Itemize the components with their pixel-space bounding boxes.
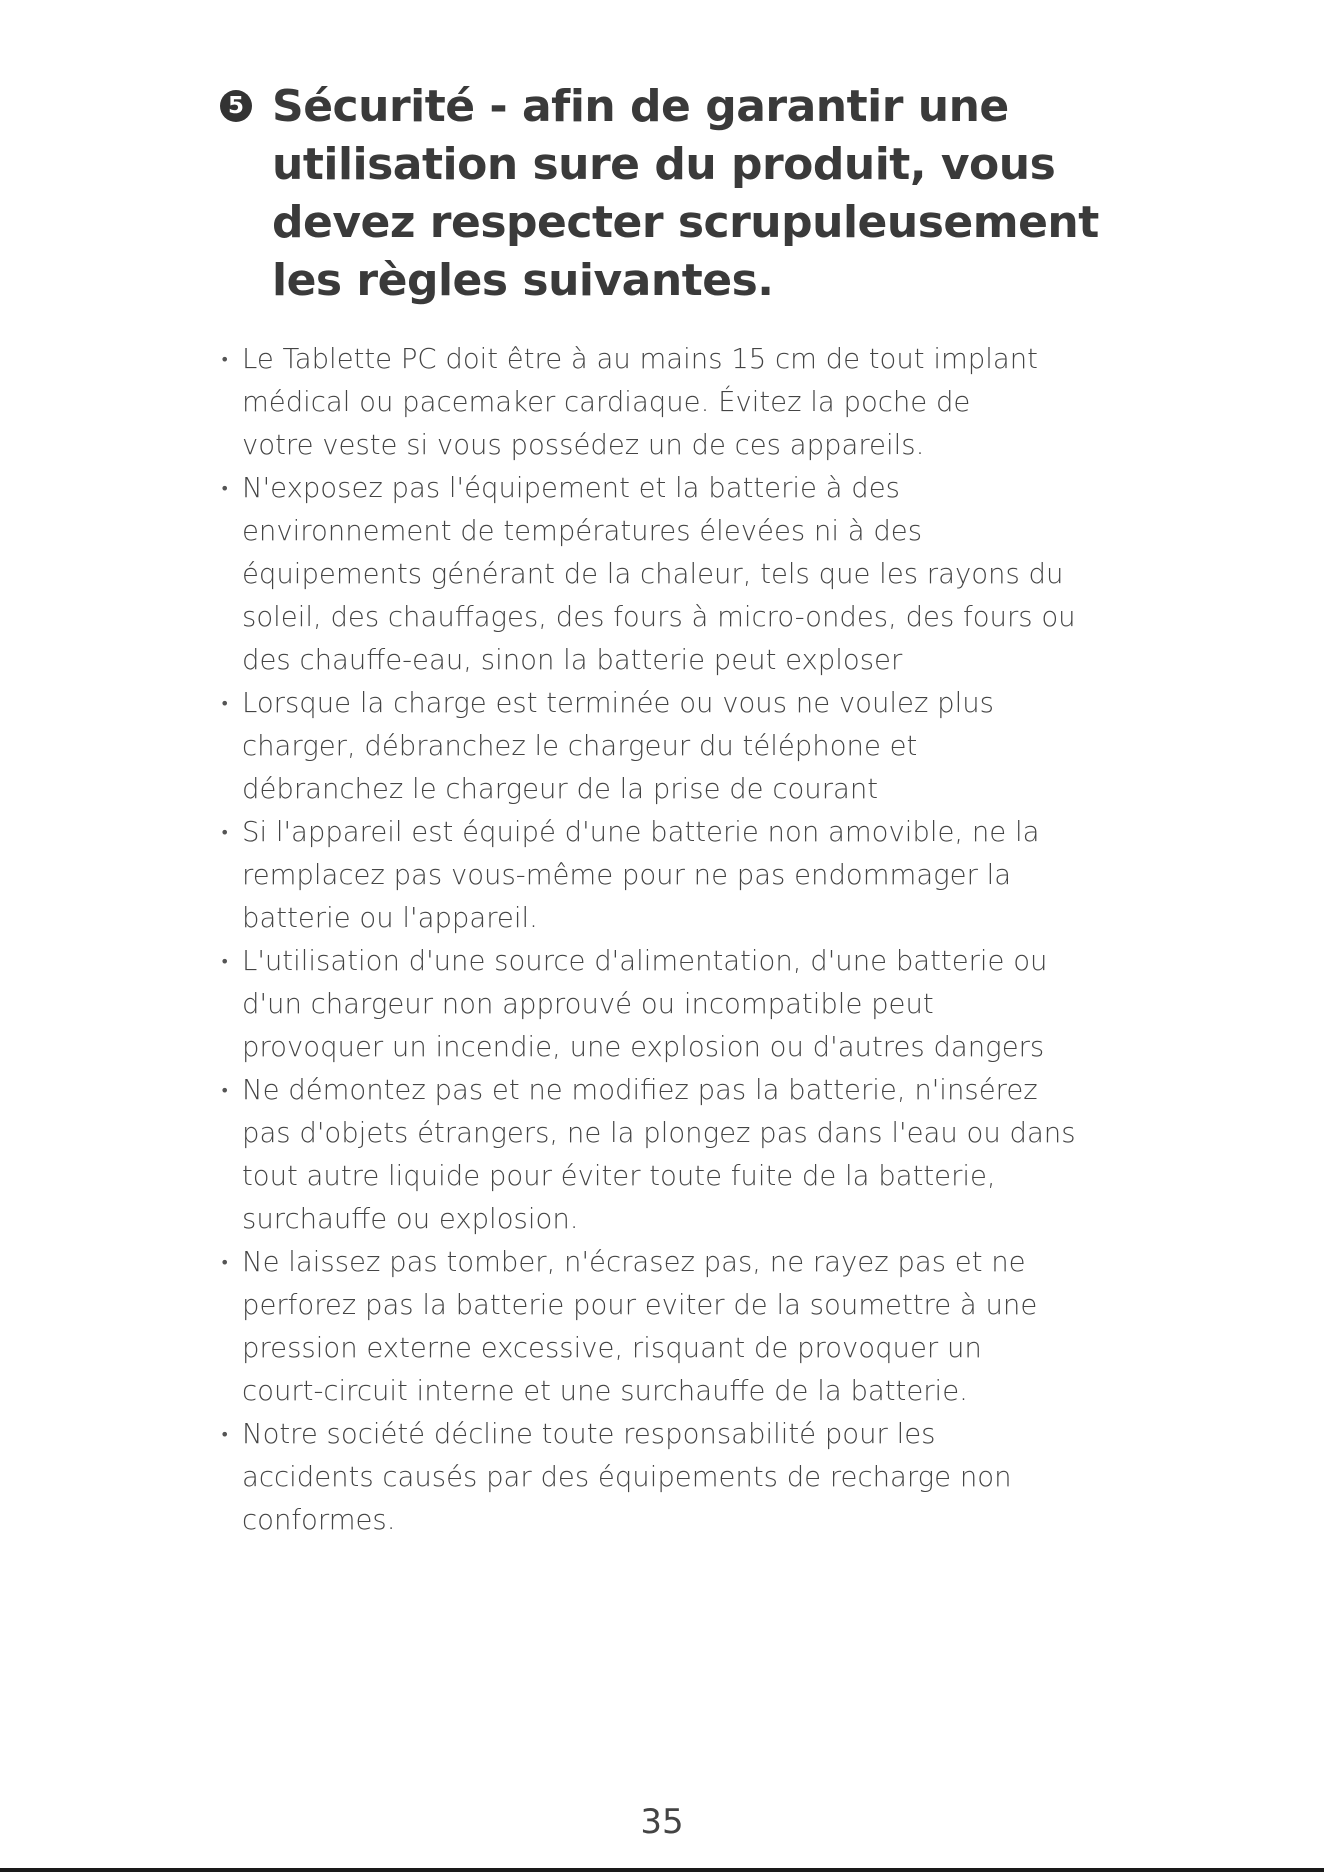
section-title-line: utilisation sure du produit, vous	[272, 139, 1056, 190]
text-line: pas d'objets étrangers, ne la plongez pas dans l'eau ou dans	[242, 1117, 1076, 1149]
text-line: perforez pas la batterie pour eviter de la soumettre à une	[242, 1289, 1038, 1321]
text-line: court-circuit interne et une surchauffe de la batterie.	[242, 1375, 968, 1407]
safety-rule-item	[220, 1069, 1220, 1241]
text-line: N'exposez pas l'équipement et la batterie à des	[242, 472, 900, 504]
text-line: remplacez pas vous-même pour ne pas endommager la	[242, 859, 1012, 891]
safety-rule-text	[242, 1413, 1220, 1542]
bullet-dot-icon: •	[220, 350, 230, 369]
bullet-dot-icon: •	[220, 1425, 230, 1444]
bullet-dot-icon: •	[220, 479, 230, 498]
section-title-line: devez respecter scrupuleusement	[272, 197, 1099, 248]
bullet-dot-icon: •	[220, 823, 230, 842]
text-line: Si l'appareil est équipé d'une batterie non amovible, ne la	[242, 816, 1040, 848]
text-line: L'utilisation d'une source d'alimentation, d'une batterie ou	[242, 945, 1048, 977]
section-title	[272, 78, 1099, 310]
bottom-divider	[0, 1868, 1324, 1872]
safety-rule-text	[242, 682, 1220, 811]
text-line: tout autre liquide pour éviter toute fuite de la batterie,	[242, 1160, 996, 1192]
text-line: médical ou pacemaker cardiaque. Évitez la poche de	[242, 386, 971, 418]
safety-rule-text	[242, 940, 1220, 1069]
section-heading	[220, 78, 1220, 310]
bullet-dot-icon: •	[220, 694, 230, 713]
section-title-line: les règles suivantes.	[272, 255, 774, 306]
text-line: Le Tablette PC doit être à au mains 15 cm de tout implant	[242, 343, 1038, 375]
safety-rules-list	[220, 338, 1220, 1542]
safety-rule-item	[220, 338, 1220, 467]
bullet-dot-icon: •	[220, 952, 230, 971]
safety-rule-text	[242, 1069, 1220, 1241]
section-title-line: Sécurité - afin de garantir une	[272, 81, 1009, 132]
text-line: surchauffe ou explosion.	[242, 1203, 579, 1235]
text-line: Lorsque la charge est terminée ou vous ne voulez plus	[242, 687, 994, 719]
text-line: batterie ou l'appareil.	[242, 902, 538, 934]
safety-rule-item	[220, 811, 1220, 940]
text-line: d'un chargeur non approuvé ou incompatible peut	[242, 988, 934, 1020]
text-line: conformes.	[242, 1504, 396, 1536]
text-line: équipements générant de la chaleur, tels que les rayons du	[242, 558, 1064, 590]
safety-rule-text	[242, 1241, 1220, 1413]
safety-rule-item	[220, 940, 1220, 1069]
text-line: accidents causés par des équipements de recharge non	[242, 1461, 1012, 1493]
text-line: Notre société décline toute responsabilité pour les	[242, 1418, 936, 1450]
text-line: provoquer un incendie, une explosion ou d'autres dangers	[242, 1031, 1045, 1063]
safety-rule-item	[220, 467, 1220, 682]
text-line: soleil, des chauffages, des fours à micro-ondes, des fours ou	[242, 601, 1076, 633]
text-line: débranchez le chargeur de la prise de courant	[242, 773, 879, 805]
safety-rule-item	[220, 1413, 1220, 1542]
text-line: environnement de températures élevées ni à des	[242, 515, 923, 547]
bullet-dot-icon: •	[220, 1253, 230, 1272]
bullet-dot-icon: •	[220, 1081, 230, 1100]
safety-rule-text	[242, 467, 1220, 682]
safety-rule-text	[242, 811, 1220, 940]
text-line: Ne démontez pas et ne modifiez pas la batterie, n'insérez	[242, 1074, 1038, 1106]
text-line: charger, débranchez le chargeur du téléphone et	[242, 730, 918, 762]
safety-rule-item	[220, 1241, 1220, 1413]
text-line: votre veste si vous possédez un de ces appareils.	[242, 429, 925, 461]
safety-rule-item	[220, 682, 1220, 811]
text-line: pression externe excessive, risquant de provoquer un	[242, 1332, 982, 1364]
section-number-badge: 5	[220, 90, 252, 122]
page-number: 35	[640, 1802, 684, 1842]
safety-rule-text	[242, 338, 1220, 467]
text-line: des chauffe-eau, sinon la batterie peut exploser	[242, 644, 903, 676]
text-line: Ne laissez pas tomber, n'écrasez pas, ne rayez pas et ne	[242, 1246, 1026, 1278]
